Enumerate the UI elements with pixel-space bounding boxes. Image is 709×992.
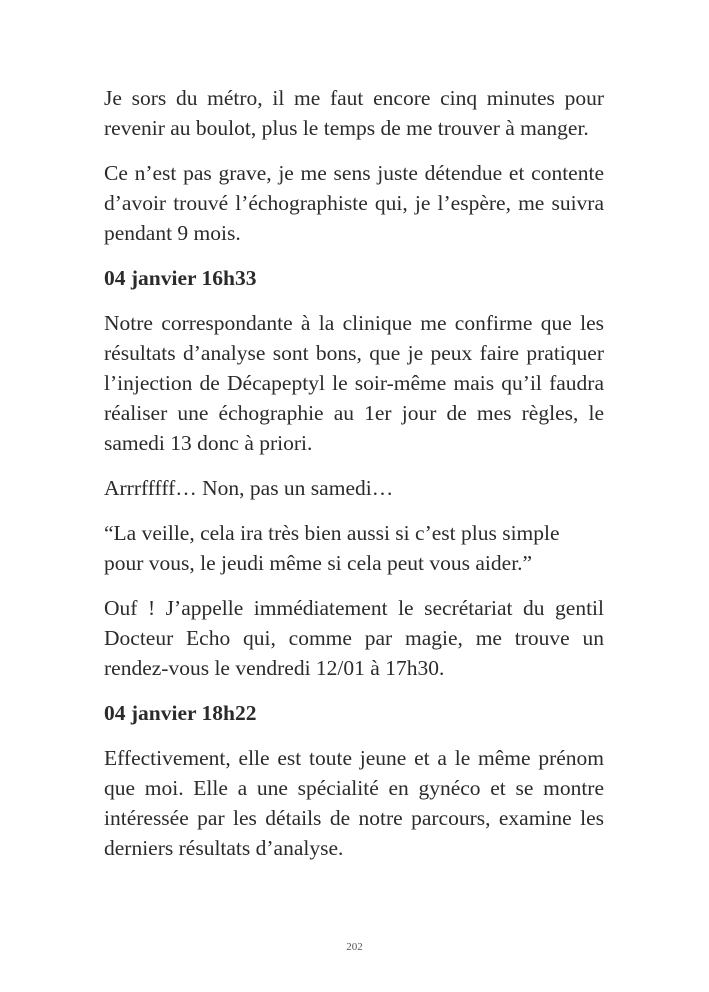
- page-content: [104, 83, 604, 878]
- heading-entry-1822: 04 janvier 18h22: [104, 701, 257, 725]
- paragraph-detendue: Ce n’est pas grave, je me sens juste détendue et contente d’avoir trouvé l’échographiste qui, je l’espère, me suivra pendant 9 mois.: [104, 161, 604, 245]
- heading-entry-1633: 04 janvier 16h33: [104, 266, 257, 290]
- paragraph-metro: Je sors du métro, il me faut encore cinq minutes pour revenir au boulot, plus le temps de me trouver à manger.: [104, 86, 604, 140]
- paragraph-clinique: Notre correspondante à la clinique me confirme que les résultats d’analyse sont bons, que je peux faire pratiquer l’injection de Décapeptyl le soir-même mais qu’il faudra réaliser une échographie au 1er jour de mes règles, le samedi 13 donc à priori.: [104, 311, 604, 455]
- paragraph-effectivement: Effectivement, elle est toute jeune et a le même prénom que moi. Elle a une spécialité en gynéco et se montre intéressée par les détails de notre parcours, examine les derniers résultats d’analyse.: [104, 746, 604, 860]
- paragraph-quote-veille: “La veille, cela ira très bien aussi si c’est plus simple pour vous, le jeudi même si cela peut vous aider.”: [104, 521, 560, 575]
- page-number: 202: [346, 941, 363, 953]
- paragraph-samedi: Arrrfffff… Non, pas un samedi…: [104, 476, 394, 500]
- paragraph-ouf: Ouf ! J’appelle immédiatement le secrétariat du gentil Docteur Echo qui, comme par magie, me trouve un rendez-vous le vendredi 12/01 à 17h30.: [104, 596, 604, 680]
